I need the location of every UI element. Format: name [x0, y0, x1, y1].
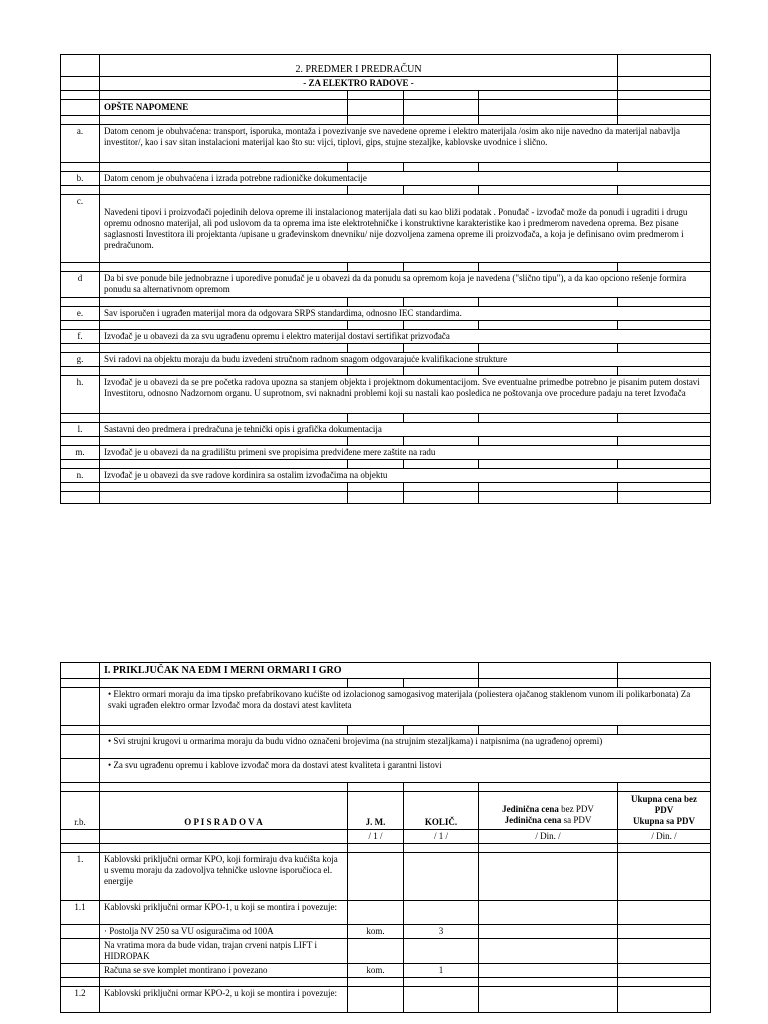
unit-price-currency: / Din. / [479, 830, 618, 844]
note-letter: h. [61, 376, 100, 414]
row-rb: 1. [61, 853, 100, 901]
note-letter: l. [61, 423, 100, 437]
note-letter: d [61, 272, 100, 298]
header-total-price [618, 792, 711, 830]
table-row [61, 964, 711, 978]
table-row [61, 901, 711, 925]
note-text: Datom cenom je obuhvaćena i izrada potrebne radioničke dokumentacije [100, 172, 711, 186]
header-jm: J. M. [348, 792, 404, 830]
row-jm [348, 901, 404, 925]
row-jm [348, 853, 404, 901]
note-text: Izvođač je u obavezi da na gradilištu primeni sve propisima predviđene mere zaštite na radu [100, 446, 711, 460]
table-row [61, 987, 711, 1013]
row-jm [348, 987, 404, 1013]
general-notes-table [60, 54, 711, 504]
section-title: 2. PREDMER I PREDRAČUN [100, 55, 618, 77]
unit-jm: / 1 / [348, 830, 404, 844]
note-text: Izvođač je u obavezi da sve radove kordinira sa ostalim izvođačima na objektu [100, 469, 711, 483]
note-letter: e. [61, 307, 100, 321]
note-text: Sav isporučen i ugrađen materijal mora da odgovara SRPS standardima, odnosno IEC standardima. [100, 307, 711, 321]
header-total-price-label: Ukupna cena bez PDV [630, 794, 697, 815]
empty-cell [61, 100, 100, 116]
note-letter: a. [61, 125, 100, 163]
empty-cell [61, 77, 100, 91]
row-opis: Računa se sve komplet montirano i povezano [100, 964, 348, 978]
row-kol [404, 939, 479, 964]
row-kol [404, 901, 479, 925]
row-rb [61, 964, 100, 978]
note-text: Izvođač je u obavezi da se pre početka radova upozna sa stanjem objekta i projektnom dokumentacijom. Sve eventualne primedbe potrebno je pisanim putem dostavi Investitoru, odnosno Nadzornom organu. U suprotnom, svi naknadni problemi koji su nastali kao posledica ne poštovanja ove procedure padaju na teret Izvođača [100, 376, 711, 414]
empty-cell [61, 663, 100, 679]
note-letter: c. [61, 195, 100, 263]
note-text: Svi radovi na objektu moraju da budu izvedeni stručnom radnom snagom odgovarajuće kvalifikacione strukture [100, 353, 711, 367]
section-subtitle: - ZA ELEKTRO RADOVE - [100, 77, 618, 91]
note-letter: f. [61, 330, 100, 344]
header-unit-price-label: Jedinična cena [504, 815, 562, 825]
note-letter: n. [61, 469, 100, 483]
row-opis: Kablovski priključni ormar KPO-2, u koji se montira i povezuje: [100, 987, 348, 1013]
section1-bullet: • Svi strujni krugovi u ormarima moraju da budu vidno označeni brojevima (na strujnim stezaljkama) i natpisnima (na ugrađenoj opremi) [100, 735, 711, 759]
table-row [61, 939, 711, 964]
row-opis: Na vratima mora da bude vidan, trajan crveni natpis LIFT i HIDROPAK [100, 939, 348, 964]
row-kol: 1 [404, 964, 479, 978]
section1-bullet: • Za svu ugrađenu opremu i kablove izvođač mora da dostavi atest kvaliteta i garantni listovi [100, 759, 711, 783]
row-opis: Kablovski priključni ormar KPO-1, u koji se montira i povezuje: [100, 901, 348, 925]
row-jm [348, 939, 404, 964]
section1-bullet: • Elektro ormari moraju da ima tipsko prefabrikovano kućište od izolacionog samogasivog materijala (poliestera ojačanog staklenom vunom ili polikarbonata) Za svaki ugrađen elektro ormar Izvođač mora da dostavi atest kavliteta [100, 688, 711, 726]
row-kol [404, 987, 479, 1013]
note-letter: m. [61, 446, 100, 460]
row-opis: Kablovski priključni ormar KPO, koji formiraju dva kućišta koja u svemu moraju da zadovoljva tehničke uslovne isporučioca el. energije [100, 853, 348, 901]
header-kol: KOLIČ. [404, 792, 479, 830]
header-rb: r.b. [61, 792, 100, 830]
row-rb [61, 925, 100, 939]
row-opis: · Postolja NV 250 sa VU osiguračima od 100A [100, 925, 348, 939]
unit-kol: / 1 / [404, 830, 479, 844]
row-kol: 3 [404, 925, 479, 939]
header-unit-price-suffix: bez PDV [558, 804, 594, 814]
row-rb: 1.1 [61, 901, 100, 925]
header-opis: O P I S R A D O V A [100, 792, 348, 830]
header-total-price-label: Ukupna sa PDV [632, 816, 696, 826]
table-row [61, 925, 711, 939]
table-row [61, 853, 711, 901]
header-unit-price-suffix: sa PDV [561, 815, 592, 825]
header-unit-price [479, 792, 618, 830]
note-text: Da bi sve ponude bile jednobrazne i uporedive ponuđač je u obavezi da da ponudu sa opremom koja je navedena ("slično tipu"), a da kao opciono rešenje formira ponudu sa alternativnom opremom [100, 272, 711, 298]
note-text: Datom cenom je obuhvaćena: transport, isporuka, montaža i povezivanje sve navedene opreme i elektro materijala /osim ako nije navedno da materijal nabavlja investitor/, kao i sav sitan instalacioni materijal kao što su: vijci, tiplovi, gips, stujne stezaljke, kablovske uvodnice i slično. [100, 125, 711, 163]
row-rb [61, 939, 100, 964]
empty-cell [618, 77, 711, 91]
section1-title: I. PRIKLJUČAK NA EDM I MERNI ORMARI I GRO [100, 663, 479, 679]
general-notes-title: OPŠTE NAPOMENE [100, 100, 348, 116]
note-text: Izvođač je u obavezi da za svu ugrađenu opremu i elektro materijal dostavi sertifikat prizvođača [100, 330, 711, 344]
row-jm: kom. [348, 925, 404, 939]
unit-total-currency: / Din. / [618, 830, 711, 844]
empty-cell [61, 55, 100, 77]
note-text: Navedeni tipovi i proizvođači pojedinih delova opreme ili instalacionog materijala dati su kao bliži podatak . Ponuđač - izvođač može da ponudi i ugraditi i drugu opremu odnosno materijal, ali pod uslovom da ta oprema ima iste elektrotehničke i konstruktivne karakteristike kao i predmerom navedena oprema. Bez pisane saglasnosti Investitora ili projektanta /upisane u građevinskom dnevniku/ nije dozvoljena zamena opreme ili proizvođača, a koja je definisano ovim predmerom i predračunom. [100, 195, 711, 263]
section1-table [60, 662, 711, 1013]
row-kol [404, 853, 479, 901]
header-unit-price-label: Jedinična cena [502, 804, 559, 814]
note-letter: g. [61, 353, 100, 367]
note-letter: b. [61, 172, 100, 186]
row-jm: kom. [348, 964, 404, 978]
empty-cell [618, 55, 711, 77]
note-text: Sastavni deo predmera i predračuna je tehnički opis i grafička dokumentacija [100, 423, 711, 437]
row-rb: 1.2 [61, 987, 100, 1013]
